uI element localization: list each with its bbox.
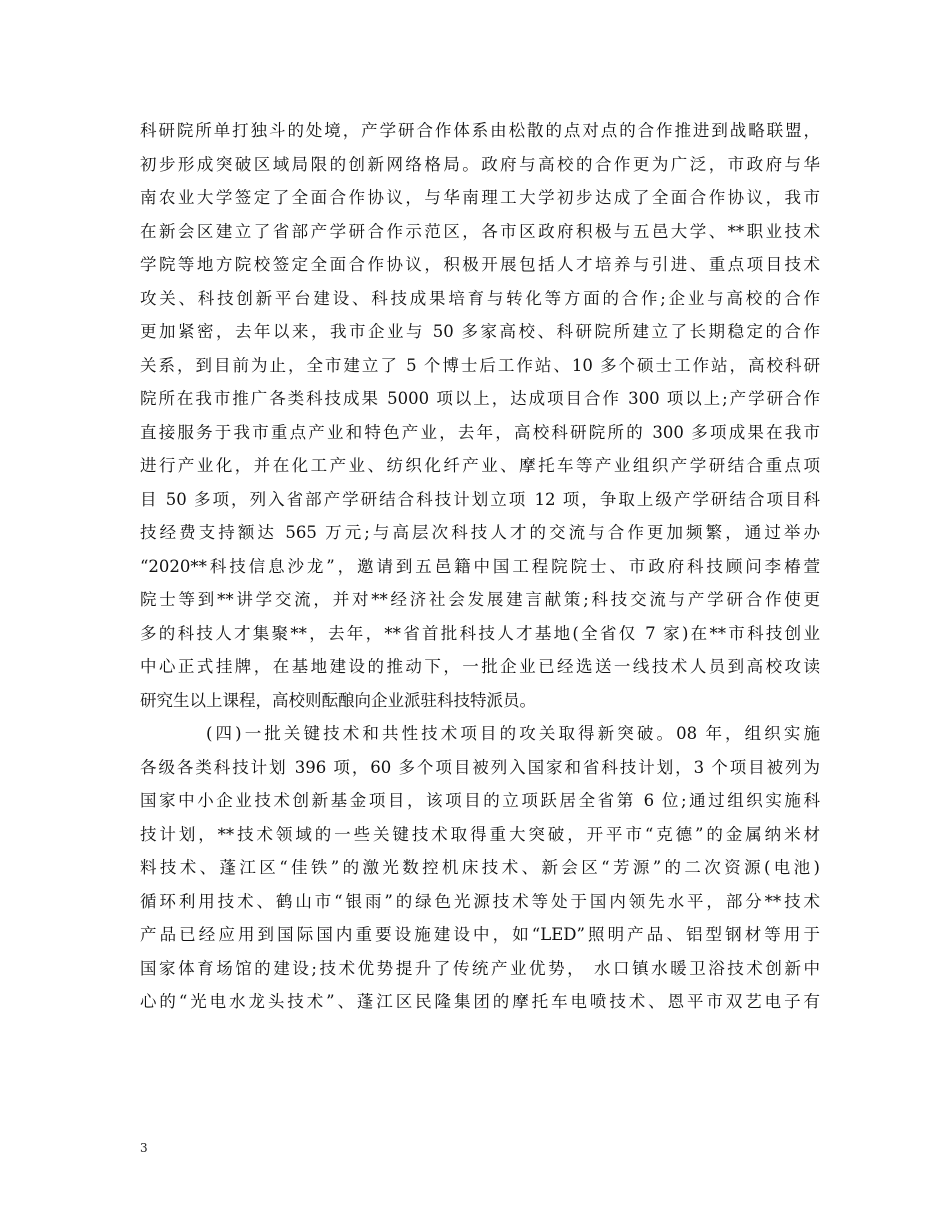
- text-line: 产品已经应用到国际国内重要设施建设中，如“LED”照明产品、铝型钢材等用于: [140, 925, 820, 944]
- text-line: 循环利用技术、鹤山市“银雨”的绿色光源技术等处于国内领先水平，部分**技术: [140, 891, 820, 911]
- text-line: 进行产业化，并在化工产业、纺织化纤产业、摩托车等产业组织产学研结合重点项: [140, 456, 820, 475]
- text-line: 院所在我市推广各类科技成果 5000 项以上，达成项目合作 300 项以上;产学研合作: [140, 389, 820, 408]
- text-line: 技经费支持额达 565 万元;与高层次科技人才的交流与合作更加频繁，通过举办: [140, 523, 820, 542]
- text-line: 学院等地方院校签定全面合作协议，积极开展包括人才培养与引进、重点项目技术: [140, 255, 820, 274]
- text-line: 国家体育场馆的建设;技术优势提升了传统产业优势， 水口镇水暖卫浴技术创新中: [140, 958, 820, 978]
- text-line: 直接服务于我市重点产业和特色产业，去年，高校科研院所的 300 多项成果在我市: [140, 422, 820, 442]
- text-line: 心的“光电水龙头技术”、蓬江区民隆集团的摩托车电喷技术、恩平市双艺电子有: [140, 992, 820, 1011]
- text-line: 攻关、科技创新平台建设、科技成果培育与转化等方面的合作;企业与高校的合作: [140, 288, 820, 308]
- text-line: 国家中小企业技术创新基金项目，该项目的立项跃居全省第 6 位;通过组织实施科: [140, 791, 820, 810]
- text-line: 初步形成突破区域局限的创新网络格局。政府与高校的合作更为广泛，市政府与华: [140, 154, 820, 174]
- text-line: 院士等到**讲学交流，并对**经济社会发展建言献策;科技交流与产学研合作使更: [140, 590, 820, 609]
- text-line: 在新会区建立了省部产学研合作示范区，各市区政府积极与五邑大学、**职业技术: [140, 221, 820, 241]
- text-line: (四)一批关键技术和共性技术项目的攻关取得新突破。08 年，组织实施: [206, 724, 820, 743]
- text-line: 更加紧密，去年以来，我市企业与 50 多家高校、科研院所建立了长期稳定的合作: [140, 322, 820, 341]
- paragraph: [140, 717, 820, 1019]
- text-line: 技计划，**技术领域的一些关键技术取得重大突破，开平市“克德”的金属纳米材: [140, 824, 820, 844]
- body-text: [140, 114, 820, 1019]
- text-line: 料技术、蓬江区“佳铁”的激光数控机床技术、新会区“芳源”的二次资源(电池): [140, 858, 820, 877]
- paragraph: [140, 114, 820, 717]
- page-number: 3: [140, 1141, 148, 1155]
- text-line: 各级各类科技计划 396 项，60 多个项目被列入国家和省科技计划，3 个项目被列为: [140, 757, 820, 777]
- text-line: 中心正式挂牌，在基地建设的推动下，一批企业已经选送一线技术人员到高校攻读: [140, 657, 820, 676]
- text-line: 关系，到目前为止，全市建立了 5 个博士后工作站、10 多个硕士工作站，高校科研: [140, 355, 820, 375]
- text-line: 多的科技人才集聚**，去年，**省首批科技人才基地(全省仅 7 家)在**市科技创业: [140, 623, 820, 643]
- text-line: 科研院所单打独斗的处境，产学研合作体系由松散的点对点的合作推进到战略联盟，: [140, 121, 820, 140]
- text-line: 研究生以上课程，高校则酝酿向企业派驻科技特派员。: [140, 690, 536, 710]
- text-line: “2020**科技信息沙龙”，邀请到五邑籍中国工程院院士、市政府科技顾问李椿萱: [140, 556, 820, 576]
- text-line: 目 50 多项，列入省部产学研结合科技计划立项 12 项，争取上级产学研结合项目科: [140, 489, 820, 509]
- text-line: 南农业大学签定了全面合作协议，与华南理工大学初步达成了全面合作协议，我市: [140, 188, 820, 207]
